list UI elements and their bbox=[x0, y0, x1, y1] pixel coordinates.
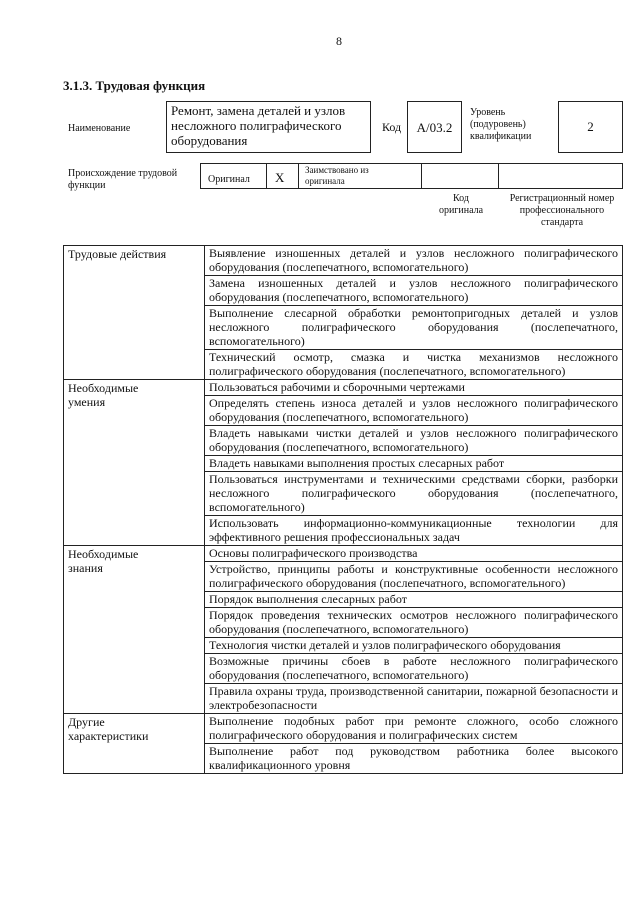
requirement-cell: Порядок проведения технических осмотров несложного полиграфического оборудования (послепечатного, вспомогательного) bbox=[205, 608, 623, 638]
function-name-value: Ремонт, замена деталей и узлов несложного полиграфического оборудования bbox=[171, 103, 346, 148]
original-label: Оригинал bbox=[208, 174, 250, 185]
category-cell bbox=[64, 380, 205, 546]
table-row bbox=[64, 546, 623, 562]
requirement-cell: Технология чистки деталей и узлов полиграфического оборудования bbox=[205, 638, 623, 654]
requirement-cell: Возможные причины сбоев в работе несложного полиграфического оборудования (послепечатного, вспомогательного) bbox=[205, 654, 623, 684]
category-label: Необходимые знания bbox=[68, 547, 139, 575]
borrowed-label: Заимствовано из оригинала bbox=[305, 165, 369, 186]
requirement-cell: Выявление изношенных деталей и узлов несложного полиграфического оборудования (послепечатного, вспомогательного) bbox=[205, 246, 623, 276]
requirement-cell: Правила охраны труда, производственной санитарии, пожарной безопасности и электробезопасности bbox=[205, 684, 623, 714]
requirement-cell: Выполнение слесарной обработки ремонтопригодных деталей и узлов несложного полиграфического оборудования (послепечатного, вспомогательного) bbox=[205, 306, 623, 350]
category-label: Трудовые действия bbox=[68, 247, 167, 261]
origin-table bbox=[200, 163, 623, 189]
divider bbox=[266, 163, 267, 189]
code-original-caption: Код оригинала bbox=[438, 193, 484, 216]
origin-label: Происхождение трудовой функции bbox=[68, 168, 178, 191]
code-value-box bbox=[407, 101, 462, 153]
requirement-cell: Выполнение работ под руководством работника более высокого квалификационного уровня bbox=[205, 744, 623, 774]
divider bbox=[421, 163, 422, 189]
divider bbox=[298, 163, 299, 189]
requirement-cell: Устройство, принципы работы и конструктивные особенности несложного полиграфического оборудования (послепечатного, вспомогательного) bbox=[205, 562, 623, 592]
reg-number-caption: Регистрационный номер профессионального стандарта bbox=[509, 193, 615, 228]
requirement-cell: Технический осмотр, смазка и чистка механизмов несложного полиграфического оборудования (послепечатного, вспомогательного) bbox=[205, 350, 623, 380]
section-title: 3.1.3. Трудовая функция bbox=[63, 78, 206, 93]
divider bbox=[498, 163, 499, 189]
table-row bbox=[64, 246, 623, 276]
code-value: А/03.2 bbox=[416, 120, 453, 135]
requirement-cell: Порядок выполнения слесарных работ bbox=[205, 592, 623, 608]
requirement-cell: Использовать информационно-коммуникационные технологии для эффективного решения профессиональных задач bbox=[205, 516, 623, 546]
name-label: Наименование bbox=[68, 123, 131, 134]
level-value-box bbox=[558, 101, 623, 153]
requirement-cell: Основы полиграфического производства bbox=[205, 546, 623, 562]
requirement-cell: Пользоваться рабочими и сборочными чертежами bbox=[205, 380, 623, 396]
category-label: Другие характеристики bbox=[68, 715, 149, 743]
level-label: Уровень (подуровень) квалификации bbox=[470, 107, 532, 142]
code-label: Код bbox=[382, 120, 402, 134]
category-cell bbox=[64, 246, 205, 380]
level-value: 2 bbox=[587, 119, 594, 134]
requirement-cell: Замена изношенных деталей и узлов несложного полиграфического оборудования (послепечатного, вспомогательного) bbox=[205, 276, 623, 306]
category-cell bbox=[64, 714, 205, 774]
table-row bbox=[64, 714, 623, 744]
function-name-box bbox=[166, 101, 371, 153]
category-label: Необходимые умения bbox=[68, 381, 139, 409]
requirement-cell: Определять степень износа деталей и узлов несложного полиграфического оборудования (послепечатного, вспомогательного) bbox=[205, 396, 623, 426]
labor-function-table bbox=[63, 245, 623, 774]
page-number: 8 bbox=[336, 34, 342, 48]
original-mark: X bbox=[275, 170, 285, 185]
category-cell bbox=[64, 546, 205, 714]
requirement-cell: Владеть навыками выполнения простых слесарных работ bbox=[205, 456, 623, 472]
requirement-cell: Пользоваться инструментами и техническими средствами сборки, разборки несложного полиграфического оборудования (послепечатного, вспомогательного) bbox=[205, 472, 623, 516]
requirement-cell: Выполнение подобных работ при ремонте сложного, особо сложного полиграфического оборудования и полиграфических систем bbox=[205, 714, 623, 744]
table-row bbox=[64, 380, 623, 396]
requirement-cell: Владеть навыками чистки деталей и узлов несложного полиграфического оборудования (послепечатного, вспомогательного) bbox=[205, 426, 623, 456]
